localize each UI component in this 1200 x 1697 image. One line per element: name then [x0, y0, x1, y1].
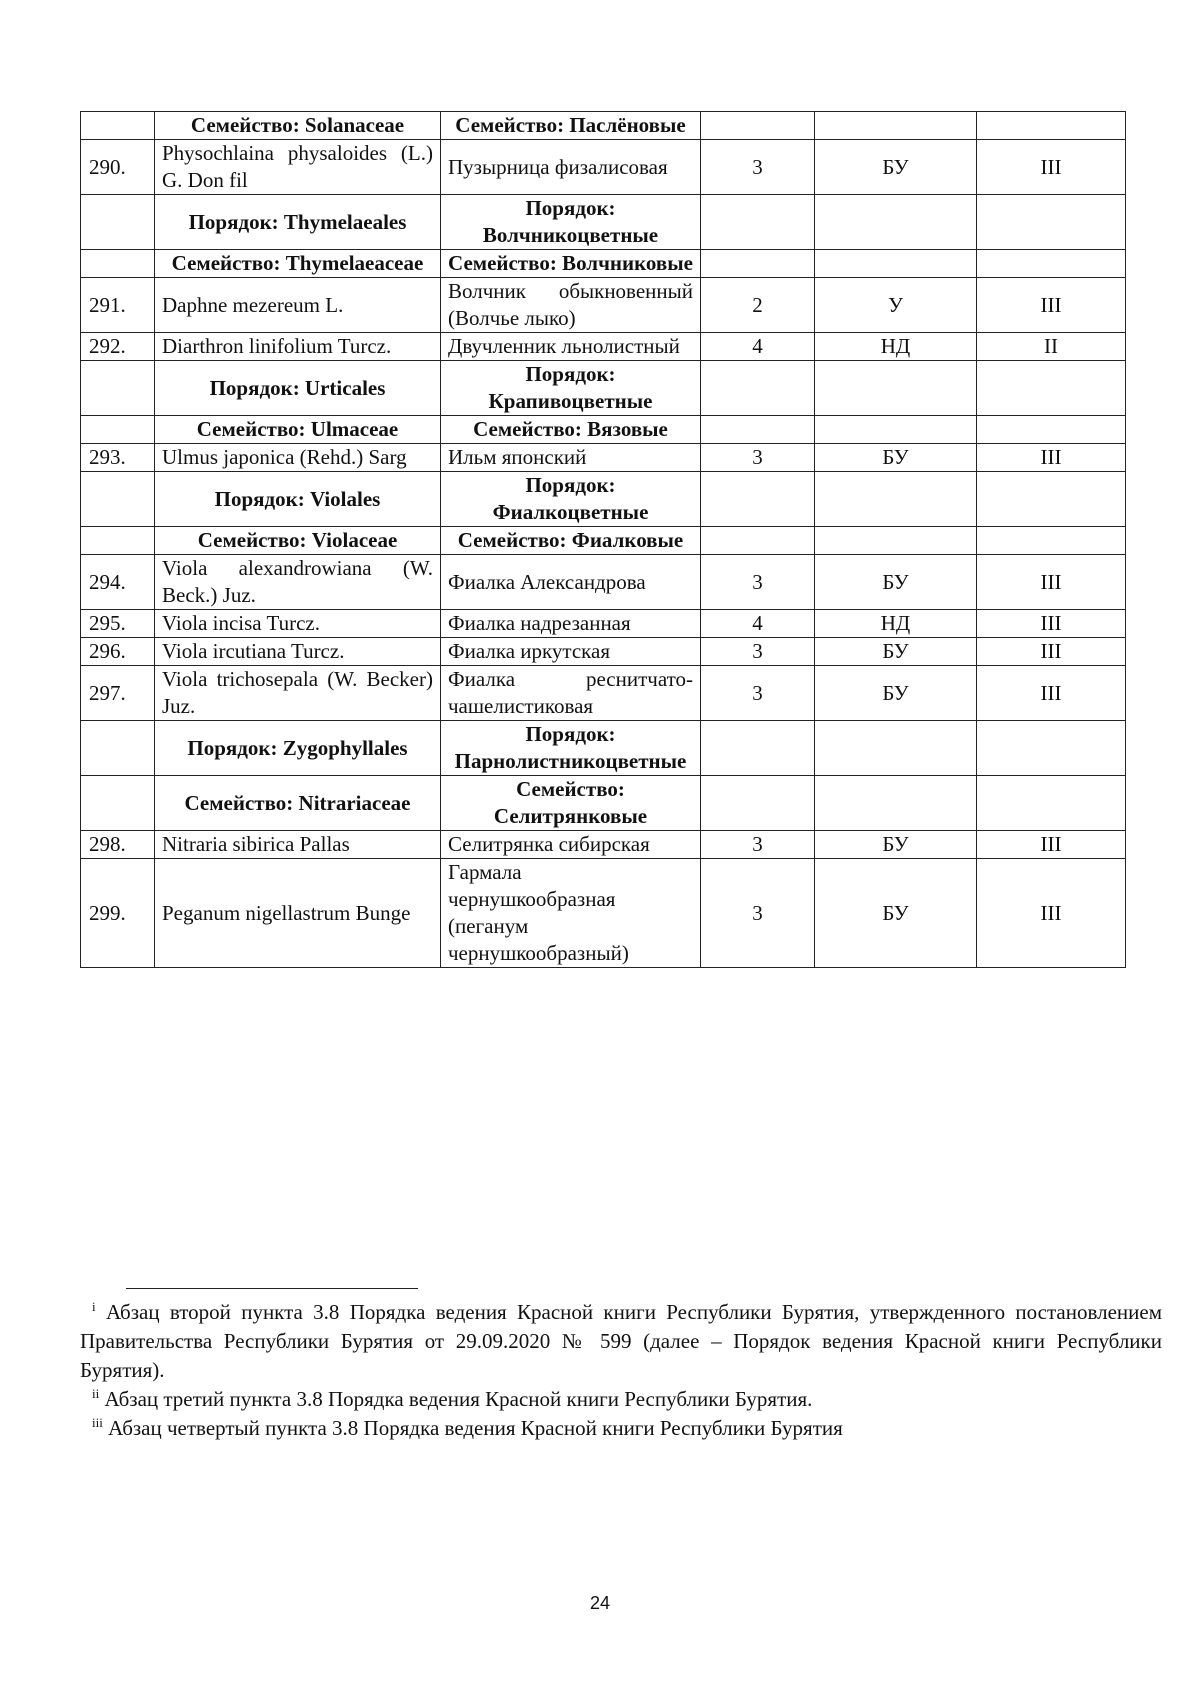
cell-number: 298. [81, 831, 155, 859]
cell-latin-name: Порядок: Urticales [155, 361, 441, 416]
cell-number: 293. [81, 444, 155, 472]
cell-russian-name: Порядок: Крапивоцветные [441, 361, 701, 416]
cell-priority: III [977, 859, 1126, 968]
taxon-header-row [81, 776, 1126, 831]
cell-russian-name: Селитрянка сибирская [441, 831, 701, 859]
taxon-header-row [81, 250, 1126, 278]
species-row [81, 444, 1126, 472]
taxon-header-row [81, 361, 1126, 416]
cell-latin-name: Viola ircutiana Turcz. [155, 638, 441, 666]
cell-latin-name: Семейство: Solanaceae [155, 112, 441, 140]
cell-category [701, 112, 815, 140]
cell-priority: III [977, 831, 1126, 859]
cell-status [815, 721, 977, 776]
cell-priority [977, 472, 1126, 527]
cell-russian-name: Семейство: Фиалковые [441, 527, 701, 555]
cell-category [701, 250, 815, 278]
cell-status: БУ [815, 831, 977, 859]
cell-latin-name: Семейство: Ulmaceae [155, 416, 441, 444]
cell-category: 3 [701, 638, 815, 666]
cell-number [81, 250, 155, 278]
page-number: 24 [589, 1593, 611, 1613]
cell-status [815, 416, 977, 444]
footnote-marker: iii [92, 1415, 103, 1430]
cell-number [81, 112, 155, 140]
cell-russian-name: Ильм японский [441, 444, 701, 472]
cell-status: БУ [815, 555, 977, 610]
cell-number [81, 776, 155, 831]
cell-russian-name: Порядок: Волчникоцветные [441, 195, 701, 250]
cell-status: НД [815, 610, 977, 638]
cell-russian-name: Семейство: Волчниковые [441, 250, 701, 278]
footnote-text: Абзац второй пункта 3.8 Порядка ведения Красной книги Республики Бурятия, утвержденного постановлением Правительства Республики Бурятия от 29.09.2020 № 599 (далее – Порядок ведения Красной книги Республики Бурятия). [80, 1300, 1163, 1382]
cell-category [701, 721, 815, 776]
cell-latin-name: Diarthron linifolium Turcz. [155, 333, 441, 361]
cell-status [815, 250, 977, 278]
cell-priority: III [977, 666, 1126, 721]
cell-status: БУ [815, 444, 977, 472]
cell-priority [977, 361, 1126, 416]
taxon-header-row [81, 195, 1126, 250]
cell-priority: III [977, 140, 1126, 195]
cell-priority: II [977, 333, 1126, 361]
cell-category: 4 [701, 333, 815, 361]
footnote-text: Абзац четвертый пункта 3.8 Порядка ведения Красной книги Республики Бурятия [108, 1416, 843, 1440]
cell-latin-name: Viola incisa Turcz. [155, 610, 441, 638]
cell-priority [977, 416, 1126, 444]
cell-category [701, 527, 815, 555]
cell-category: 3 [701, 859, 815, 968]
cell-priority: III [977, 444, 1126, 472]
species-row [81, 831, 1126, 859]
cell-number: 290. [81, 140, 155, 195]
cell-priority [977, 112, 1126, 140]
cell-latin-name: Peganum nigellastrum Bunge [155, 859, 441, 968]
footnote-2 [80, 1385, 1162, 1414]
cell-status: БУ [815, 859, 977, 968]
footnote-text: Абзац третий пункта 3.8 Порядка ведения Красной книги Республики Бурятия. [104, 1387, 813, 1411]
species-row [81, 638, 1126, 666]
cell-category: 3 [701, 444, 815, 472]
cell-category [701, 195, 815, 250]
cell-category: 3 [701, 140, 815, 195]
cell-priority: III [977, 610, 1126, 638]
cell-latin-name: Порядок: Thymelaeales [155, 195, 441, 250]
cell-priority [977, 776, 1126, 831]
cell-number [81, 472, 155, 527]
cell-status: НД [815, 333, 977, 361]
cell-category [701, 416, 815, 444]
cell-status [815, 776, 977, 831]
cell-status: БУ [815, 638, 977, 666]
species-row [81, 610, 1126, 638]
cell-latin-name: Ulmus japonica (Rehd.) Sarg [155, 444, 441, 472]
taxon-header-row [81, 472, 1126, 527]
cell-category [701, 361, 815, 416]
cell-category: 3 [701, 831, 815, 859]
cell-russian-name: Семейство: Селитрянковые [441, 776, 701, 831]
taxon-header-row [81, 721, 1126, 776]
species-row [81, 555, 1126, 610]
species-row [81, 859, 1126, 968]
cell-russian-name: Порядок: Парнолистникоцветные [441, 721, 701, 776]
cell-status [815, 472, 977, 527]
cell-priority [977, 195, 1126, 250]
cell-number: 296. [81, 638, 155, 666]
cell-number: 291. [81, 278, 155, 333]
cell-category [701, 472, 815, 527]
cell-status [815, 527, 977, 555]
taxon-header-row [81, 112, 1126, 140]
cell-russian-name: Двучленник льнолистный [441, 333, 701, 361]
cell-latin-name: Семейство: Thymelaeaceae [155, 250, 441, 278]
cell-priority [977, 250, 1126, 278]
cell-russian-name: Пузырница физалисовая [441, 140, 701, 195]
cell-status: БУ [815, 666, 977, 721]
cell-russian-name: Фиалка иркутская [441, 638, 701, 666]
cell-number: 295. [81, 610, 155, 638]
cell-category [701, 776, 815, 831]
taxon-header-row [81, 416, 1126, 444]
cell-status: БУ [815, 140, 977, 195]
species-row [81, 333, 1126, 361]
cell-number: 297. [81, 666, 155, 721]
cell-latin-name: Семейство: Nitrariaceae [155, 776, 441, 831]
cell-number [81, 361, 155, 416]
cell-latin-name: Nitraria sibirica Pallas [155, 831, 441, 859]
cell-russian-name: Фиалка Александрова [441, 555, 701, 610]
footnote-separator [126, 1288, 418, 1289]
species-table [80, 111, 1126, 968]
cell-category: 3 [701, 666, 815, 721]
cell-latin-name: Порядок: Zygophyllales [155, 721, 441, 776]
footnote-marker: i [92, 1299, 96, 1314]
cell-latin-name: Physochlaina physaloides (L.) G. Don fil [155, 140, 441, 195]
footnote-marker: ii [92, 1386, 100, 1401]
cell-number [81, 195, 155, 250]
cell-priority: III [977, 638, 1126, 666]
cell-category: 3 [701, 555, 815, 610]
cell-status: У [815, 278, 977, 333]
cell-status [815, 112, 977, 140]
cell-priority [977, 527, 1126, 555]
cell-number [81, 527, 155, 555]
species-row [81, 278, 1126, 333]
cell-russian-name: Порядок: Фиалкоцветные [441, 472, 701, 527]
cell-latin-name: Viola alexandrowiana (W. Beck.) Juz. [155, 555, 441, 610]
cell-category: 2 [701, 278, 815, 333]
cell-number: 294. [81, 555, 155, 610]
footnotes [80, 1298, 1162, 1443]
cell-priority: III [977, 555, 1126, 610]
cell-latin-name: Порядок: Violales [155, 472, 441, 527]
cell-russian-name: Фиалка надрезанная [441, 610, 701, 638]
footnote-1 [80, 1298, 1162, 1385]
cell-number [81, 721, 155, 776]
cell-status [815, 195, 977, 250]
taxon-header-row [81, 527, 1126, 555]
cell-russian-name: Гармала чернушкообразная (пеганум чернушкообразный) [441, 859, 701, 968]
cell-priority [977, 721, 1126, 776]
cell-russian-name: Семейство: Вязовые [441, 416, 701, 444]
cell-status [815, 361, 977, 416]
cell-number: 299. [81, 859, 155, 968]
cell-latin-name: Daphne mezereum L. [155, 278, 441, 333]
cell-latin-name: Семейство: Violaceae [155, 527, 441, 555]
cell-russian-name: Семейство: Паслёновые [441, 112, 701, 140]
species-row [81, 140, 1126, 195]
cell-russian-name: Волчник обыкновенный (Волчье лыко) [441, 278, 701, 333]
species-row [81, 666, 1126, 721]
red-book-species-table [80, 111, 1125, 968]
cell-number [81, 416, 155, 444]
cell-number: 292. [81, 333, 155, 361]
footnote-3 [80, 1414, 1162, 1443]
cell-priority: III [977, 278, 1126, 333]
cell-category: 4 [701, 610, 815, 638]
cell-russian-name: Фиалка реснитчато-чашелистиковая [441, 666, 701, 721]
cell-latin-name: Viola trichosepala (W. Becker) Juz. [155, 666, 441, 721]
